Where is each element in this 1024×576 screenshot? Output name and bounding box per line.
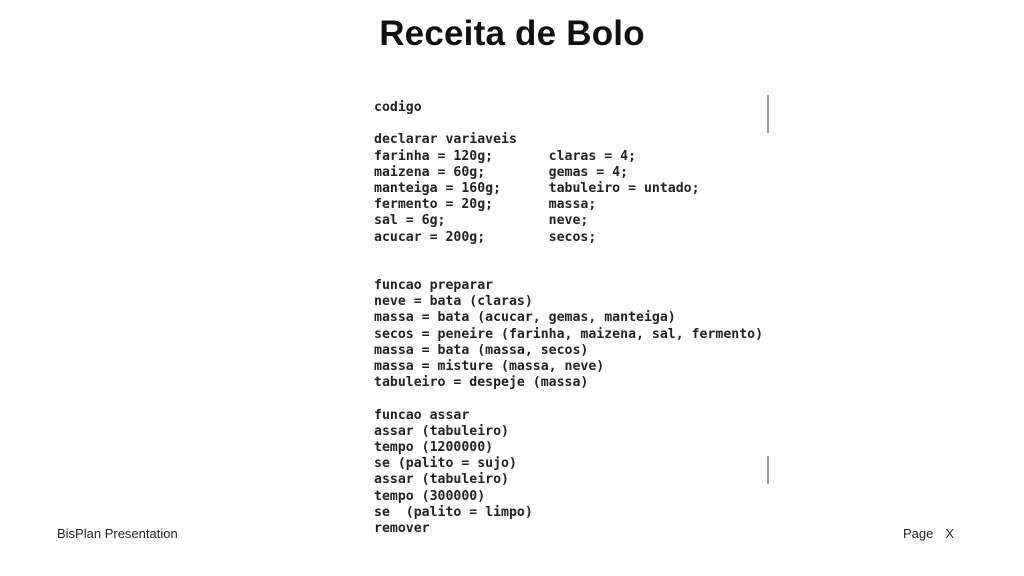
code-line	[374, 246, 763, 262]
code-line: massa = misture (massa, neve)	[374, 359, 605, 374]
page-number: X	[945, 526, 954, 541]
code-line: fermento = 20g; massa;	[374, 197, 597, 213]
code-line	[374, 391, 763, 407]
code-line: manteiga = 160g; tabuleiro = untado;	[374, 180, 700, 196]
pseudocode-block	[374, 100, 763, 537]
footer-presentation-name: BisPlan Presentation	[57, 526, 178, 541]
code-line: assar (tabuleiro)	[374, 472, 509, 488]
code-line: tempo (1200000)	[374, 439, 494, 455]
scrollbar-fragment-bottom	[767, 456, 769, 484]
code-line	[374, 116, 763, 132]
code-line: tempo (300000)	[374, 488, 486, 504]
slide-title: Receita de Bolo	[379, 14, 645, 53]
code-line: se (palito = sujo)	[374, 456, 517, 472]
code-line: massa = bata (massa, secos)	[374, 342, 589, 358]
code-line: tabuleiro = despeje (massa)	[374, 375, 589, 391]
code-line: acucar = 200g; secos;	[374, 229, 597, 245]
code-line	[374, 262, 763, 278]
page-label: Page	[902, 526, 934, 541]
footer-page-indicator	[903, 526, 954, 541]
code-line: funcao assar	[374, 407, 470, 423]
code-line: massa = bata (acucar, gemas, manteiga)	[374, 310, 676, 326]
code-line: sal = 6g; neve;	[374, 213, 589, 229]
code-line: maizena = 60g; gemas = 4;	[374, 164, 629, 180]
code-line: farinha = 120g; claras = 4;	[374, 148, 637, 164]
code-line: funcao preparar	[374, 278, 494, 294]
code-line: declarar variaveis	[374, 132, 517, 148]
code-line: assar (tabuleiro)	[374, 423, 509, 439]
code-line: secos = peneire (farinha, maizena, sal, fermento)	[374, 326, 764, 342]
code-line: neve = bata (claras)	[374, 294, 533, 310]
scrollbar-fragment-top	[767, 95, 769, 133]
code-line: se (palito = limpo)	[374, 504, 533, 520]
code-line: codigo	[374, 100, 422, 115]
code-line: remover	[374, 520, 430, 536]
